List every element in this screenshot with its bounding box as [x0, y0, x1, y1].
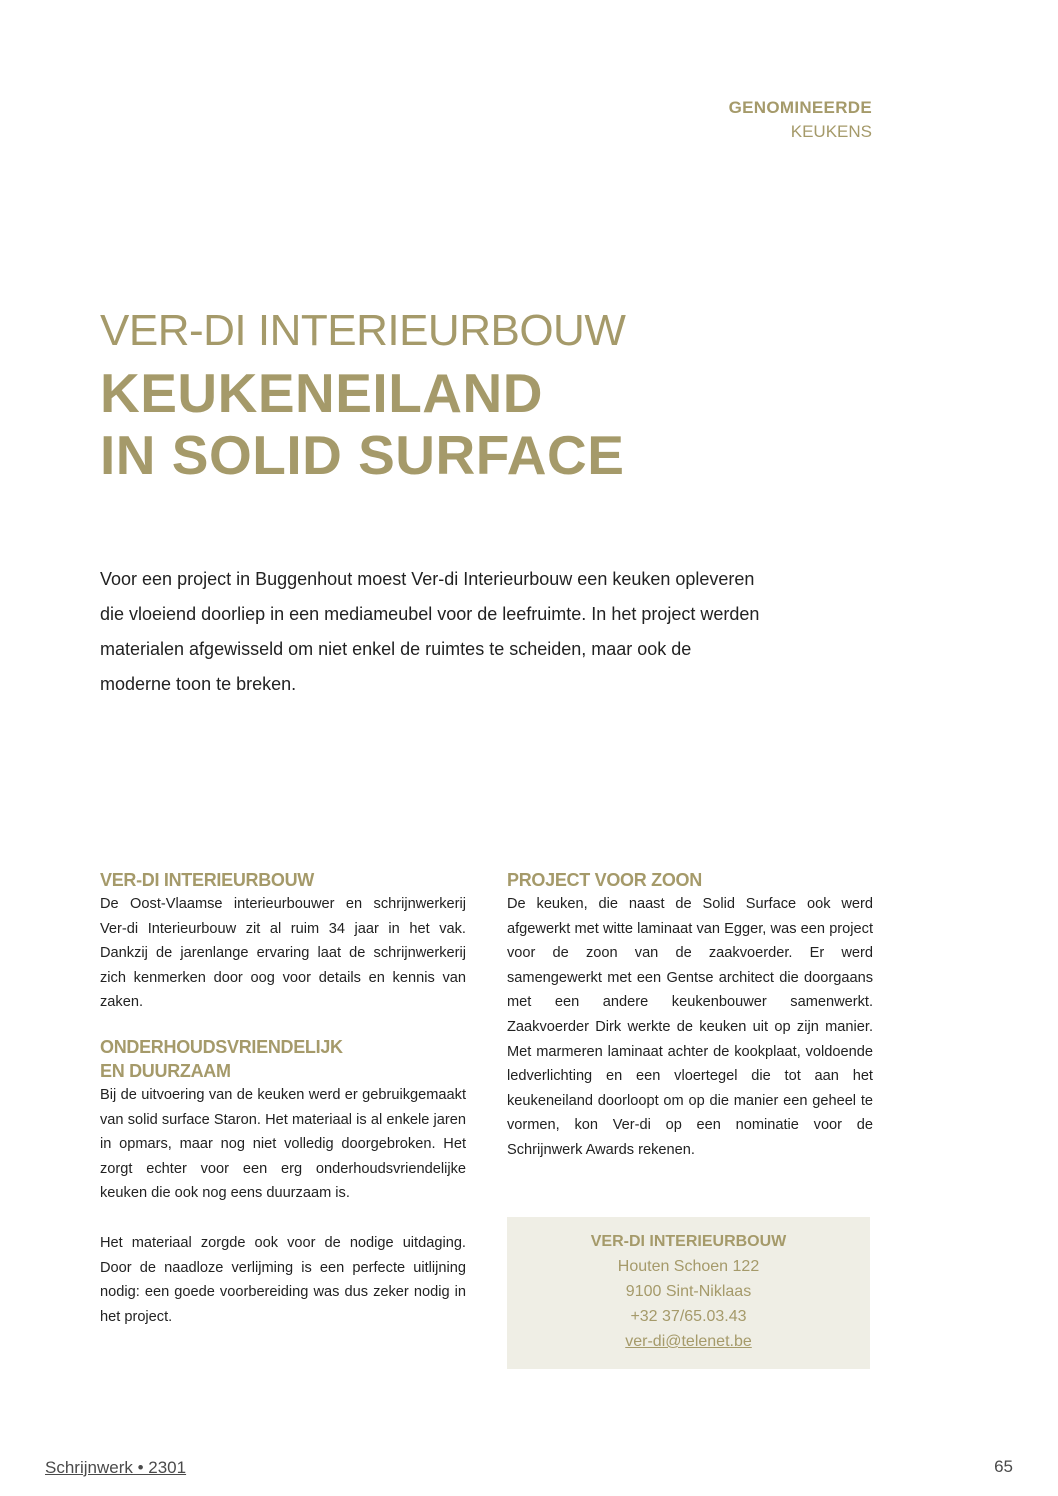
- headline-title-line1: KEUKENEILAND: [100, 362, 543, 424]
- contact-phone: +32 37/65.03.43: [630, 1308, 747, 1325]
- section-tag-line2: KEUKENS: [790, 122, 872, 141]
- section-tag: [729, 96, 872, 144]
- article-headline: [100, 300, 625, 486]
- left-column: [100, 868, 466, 1329]
- contact-box: [507, 1217, 870, 1369]
- project-paragraph: De keuken, die naast de Solid Surface ook werd afgewerkt met witte laminaat van Egger, was een project voor de zoon van de zaakvoerder. Er werd samengewerkt met een Gentse architect die doorgaans met een andere keukenbouwer samenwerkt. Zaakvoerder Dirk werkte de keuken uit op zijn manier. Met marmeren laminaat achter de kookplaat, voldoende ledverlichting en een vloertegel die tot aan het keukeneiland doorloopt om op die manier een geheel te vormen, kon Ver-di op een nominatie voor de Schrijnwerk Awards rekenen.: [507, 896, 873, 1158]
- challenge-paragraph: Het materiaal zorgde ook voor de nodige uitdaging. Door de naadloze verlijming is een perfecte uitlijning nodig: een goede voorbereiding was dus zeker nodig in het project.: [100, 1234, 466, 1325]
- heading-project: PROJECT VOOR ZOON: [507, 870, 702, 890]
- contact-name: VER-DI INTERIEURBOUW: [590, 1233, 787, 1250]
- page-number: 65: [994, 1457, 1013, 1476]
- headline-title-line2: IN SOLID SURFACE: [100, 424, 625, 486]
- contact-email-link[interactable]: ver-di@telenet.be: [625, 1333, 752, 1350]
- footer-publication-link[interactable]: Schrijnwerk • 2301: [45, 1458, 187, 1477]
- contact-city: 9100 Sint-Niklaas: [625, 1283, 752, 1300]
- heading-maintenance-line1: ONDERHOUDSVRIENDELIJK: [100, 1036, 343, 1057]
- company-paragraph: De Oost-Vlaamse interieurbouwer en schrijnwerkerij Ver-di Interieurbouw zit al ruim 34 jaar in het vak. Dankzij de jarenlange ervaring laat de schrijnwerkerij zich kenmerken door oog voor details en kennis van zaken.: [100, 896, 466, 1011]
- contact-street: Houten Schoen 122: [617, 1258, 760, 1275]
- heading-company: VER-DI INTERIEURBOUW: [100, 870, 314, 890]
- intro-paragraph: Voor een project in Buggenhout moest Ver-di Interieurbouw een keuken opleveren die vloeiend doorliep in een mediameubel voor de leefruimte. In het project werden materialen afgewisseld om niet enkel de ruimtes te scheiden, maar ook de moderne toon te breken.: [100, 569, 760, 694]
- right-column: [507, 868, 873, 1163]
- maintenance-paragraph: Bij de uitvoering van de keuken werd er gebruikgemaakt van solid surface Staron. Het materiaal is al enkele jaren in opmars, maar nog niet volledig doorgebroken. Het zorgt echter voor een erg onderhoudsvriendelijke keuken die ook nog eens duurzaam is.: [100, 1086, 466, 1202]
- section-tag-line1: GENOMINEERDE: [728, 98, 872, 117]
- heading-maintenance: [100, 1035, 466, 1083]
- heading-maintenance-line2: EN DUURZAAM: [100, 1060, 231, 1081]
- headline-company: VER-DI INTERIEURBOUW: [100, 306, 626, 355]
